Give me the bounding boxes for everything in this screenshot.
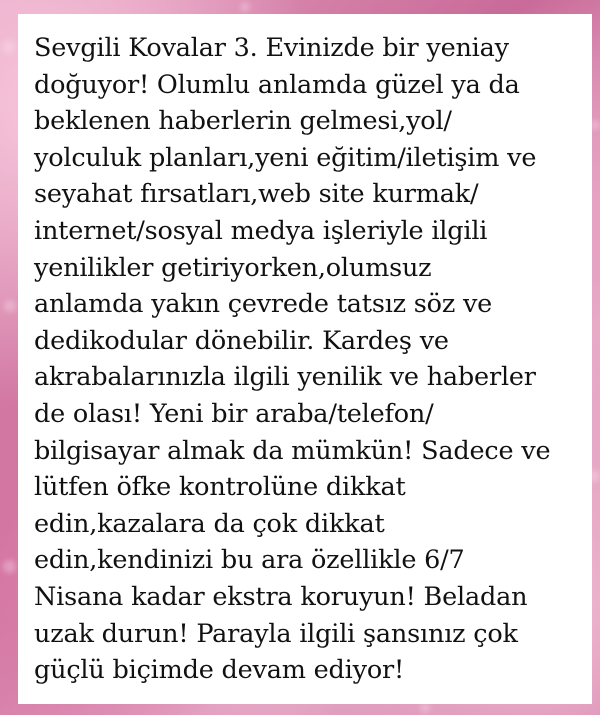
text-line: edin,kazalara da çok dikkat — [34, 508, 385, 539]
bokeh-decoration — [3, 560, 16, 573]
text-line: yenilikler getiriyorken,olumsuz — [34, 252, 432, 283]
text-line: akrabalarınızla ilgili yenilik ve haberler — [34, 362, 536, 393]
text-line: güçlü biçimde devam ediyor! — [34, 655, 405, 686]
text-line: seyahat fırsatları,web site kurmak/ — [34, 179, 479, 210]
text-line: de olası! Yeni bir araba/telefon/ — [34, 398, 434, 429]
text-line: Nisana kadar ekstra koruyun! Beladan — [34, 581, 528, 612]
text-line: internet/sosyal medya işleriyle ilgili — [34, 215, 488, 246]
text-card — [18, 14, 592, 704]
bokeh-decoration — [4, 300, 16, 312]
text-line: beklenen haberlerin gelmesi,yol/ — [34, 106, 452, 137]
text-line: Sevgili Kovalar 3. Evinizde bir yeniay — [34, 33, 509, 63]
text-line: bilgisayar almak da mümkün! Sadece ve — [34, 435, 551, 466]
bokeh-decoration — [240, 2, 250, 12]
text-line: anlamda yakın çevrede tatsız söz ve — [34, 289, 493, 320]
text-line: edin,kendinizi bu ara özellikle 6/7 — [34, 545, 465, 576]
text-line: dedikodular dönebilir. Kardeş ve — [34, 325, 449, 356]
text-line: lütfen öfke kontrolüne dikkat — [34, 472, 406, 503]
horoscope-text — [34, 30, 582, 689]
text-line: uzak durun! Parayla ilgili şansınız çok — [34, 618, 518, 649]
bokeh-decoration — [420, 703, 430, 713]
text-line: yolculuk planları,yeni eğitim/iletişim ve — [34, 142, 537, 173]
text-line: doğuyor! Olumlu anlamda güzel ya da — [34, 69, 520, 100]
bokeh-decoration — [2, 40, 16, 54]
